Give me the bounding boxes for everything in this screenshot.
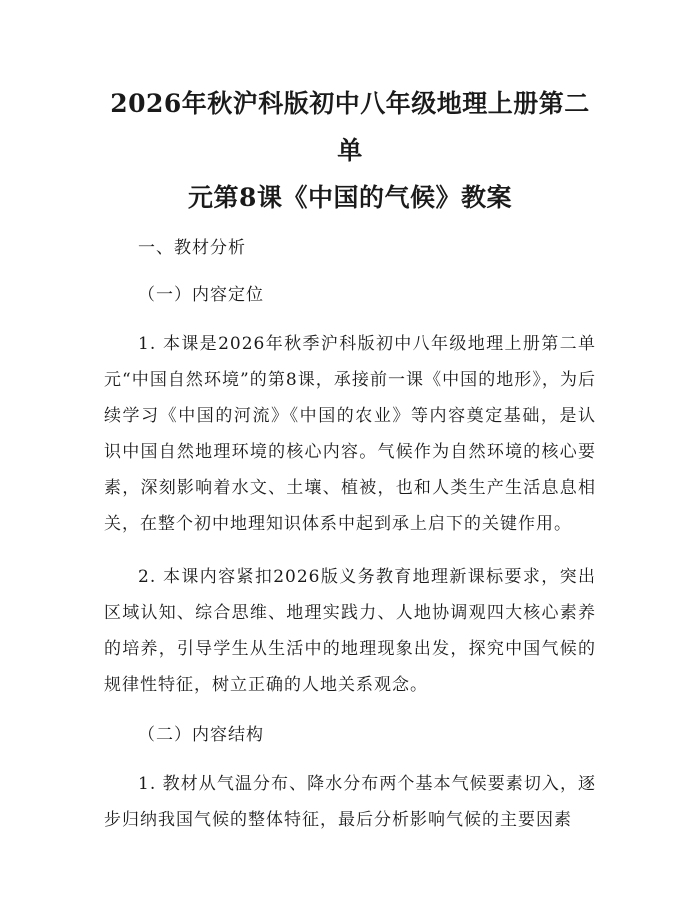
paragraph-content-positioning-2: 2. 本课内容紧扣2026版义务教育地理新课标要求，突出区域认知、综合思维、地理实践力、人地协调观四大核心素养的培养，引导学生从生活中的地理现象出发，探究中国气候的规律性特征，树立正确的人地关系观念。 [104, 567, 596, 695]
paragraph-content-structure-1: 1. 教材从气温分布、降水分布两个基本气候要素切入，逐步归纳我国气候的整体特征，最后分析影响气候的主要因素 [104, 774, 596, 830]
paragraph-content-positioning-1: 1. 本课是2026年秋季沪科版初中八年级地理上册第二单元“中国自然环境”的第8课，承接前一课《中国的地形》，为后续学习《中国的河流》《中国的农业》等内容奠定基础，是认识中国自然地理环境的核心内容。气候作为自然环境的核心要素，深刻影响着水文、土壤、植被，也和人类生产生活息息相关，在整个初中地理知识体系中起到承上启下的关键作用。 [104, 334, 596, 534]
title-line-1: 2026年秋沪科版初中八年级地理上册第二单 [110, 89, 590, 165]
subsection-heading-content-positioning: （一）内容定位 [138, 285, 264, 305]
title-line-2: 元第8课《中国的气候》教案 [188, 183, 512, 212]
section-heading-teaching-material-analysis: 一、教材分析 [138, 238, 246, 258]
subsection-heading-content-structure: （二）内容结构 [138, 725, 264, 745]
document-title [104, 80, 596, 221]
